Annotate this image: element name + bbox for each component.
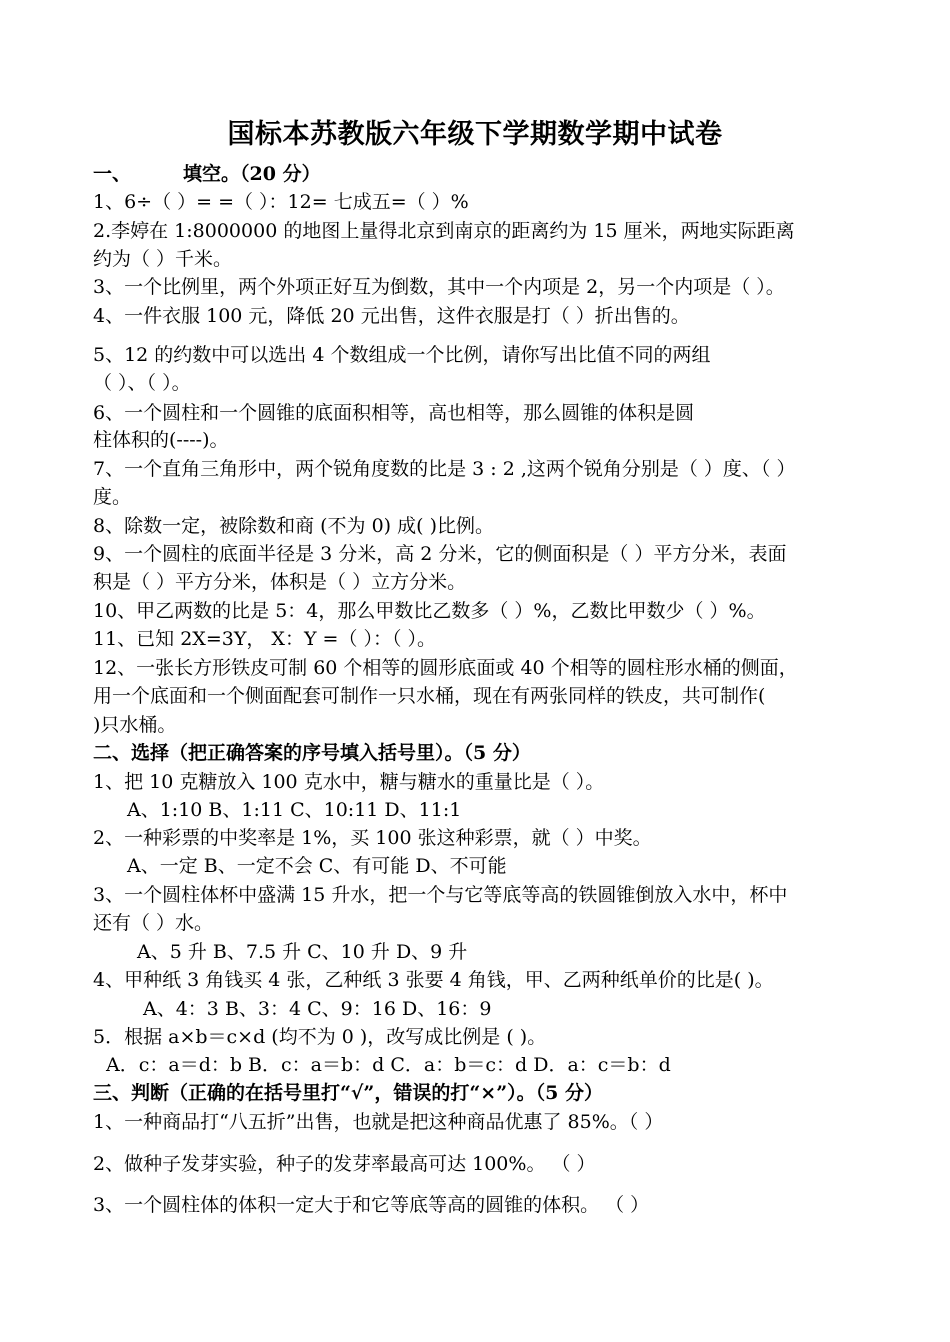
question-line: 5．根据 a×b＝c×d (均不为 0 )，改写成比例是 ( )。 — [93, 1026, 547, 1048]
section-1-title: 填空。（20 分） — [183, 163, 321, 185]
options-line: A、1:10 B、1:11 C、10:11 D、11:1 — [127, 799, 462, 821]
question-line: 3、一个圆柱体杯中盛满 15 升水，把一个与它等底等高的铁圆锥倒放入水中，杯中 — [93, 884, 788, 906]
question-line: 6、一个圆柱和一个圆锥的底面积相等，高也相等，那么圆锥的体积是圆 — [93, 402, 695, 424]
options-line: A、4：3 B、3：4 C、9：16 D、16：9 — [143, 998, 492, 1020]
question-line: 度。 — [93, 486, 132, 508]
section-1-number: 一、 — [93, 163, 132, 185]
question-line: 11、已知 2X=3Y， X：Y =（ ）：（ ）。 — [93, 628, 437, 650]
question-line: 用一个底面和一个侧面配套可制作一只水桶，现在有两张同样的铁皮，共可制作( — [93, 685, 766, 707]
options-line: A．c：a＝d：b B．c：a＝b：d C．a：b＝c：d D．a：c＝b：d — [106, 1054, 671, 1076]
question-line: 1、把 10 克糖放入 100 克水中，糖与糖水的重量比是（ ）。 — [93, 771, 605, 793]
options-line: A、5 升 B、7.5 升 C、10 升 D、9 升 — [137, 941, 468, 963]
question-line: 2.李婷在 1:8000000 的地图上量得北京到南京的距离约为 15 厘米，两地实际距离 — [93, 220, 795, 242]
question-line: 8、除数一定，被除数和商 (不为 0) 成( )比例。 — [93, 515, 494, 537]
question-line: 3、一个圆柱体的体积一定大于和它等底等高的圆锥的体积。 （ ） — [93, 1194, 650, 1216]
question-line: )只水桶。 — [93, 714, 177, 736]
section-2-heading: 二、选择（把正确答案的序号填入括号里）。（5 分） — [93, 742, 531, 764]
options-line: A、一定 B、一定不会 C、有可能 D、不可能 — [127, 855, 507, 877]
question-line: 柱体积的(----)。 — [93, 429, 229, 451]
page-title: 国标本苏教版六年级下学期数学期中试卷 — [227, 119, 723, 150]
question-line: 4、一件衣服 100 元，降低 20 元出售，这件衣服是打（ ）折出售的。 — [93, 305, 690, 327]
question-line: 9、一个圆柱的底面半径是 3 分米，高 2 分米，它的侧面积是（ ）平方分米，表面 — [93, 543, 787, 565]
question-line: 2、一种彩票的中奖率是 1%，买 100 张这种彩票，就（ ）中奖。 — [93, 827, 652, 849]
question-line: 5、12 的约数中可以选出 4 个数组成一个比例，请你写出比值不同的两组 — [93, 344, 711, 366]
question-line: 约为（ ）千米。 — [93, 248, 233, 270]
question-line: 2、做种子发芽实验，种子的发芽率最高可达 100%。 （ ） — [93, 1153, 596, 1175]
question-line: 12、一张长方形铁皮可制 60 个相等的圆形底面或 40 个相等的圆柱形水桶的侧面， — [93, 657, 798, 679]
question-line: 积是（ ）平方分米，体积是（ ）立方分米。 — [93, 571, 467, 593]
question-line: 3、一个比例里，两个外项正好互为倒数，其中一个内项是 2，另一个内项是（ ）。 — [93, 276, 785, 298]
section-3-heading: 三、判断（正确的在括号里打“√”，错误的打“×”）。（5 分） — [93, 1082, 603, 1104]
question-line: 1、一种商品打“八五折”出售，也就是把这种商品优惠了 85%。（ ） — [93, 1111, 664, 1133]
question-line: （ ）、（ ）。 — [93, 372, 191, 394]
question-line: 4、甲种纸 3 角钱买 4 张，乙种纸 3 张要 4 角钱，甲、乙两种纸单价的比是( )。 — [93, 969, 774, 991]
section-1-heading — [93, 161, 321, 187]
question-line: 7、一个直角三角形中，两个锐角度数的比是 3 : 2 ,这两个锐角分别是（ ）度、（ ） — [93, 458, 796, 480]
question-line: 10、甲乙两数的比是 5：4，那么甲数比乙数多（ ）%，乙数比甲数少（ ）%。 — [93, 600, 766, 622]
question-line: 还有（ ）水。 — [93, 912, 214, 934]
question-line: 1、6÷（ ）= =（ ）：12= 七成五=（ ）% — [93, 191, 469, 213]
